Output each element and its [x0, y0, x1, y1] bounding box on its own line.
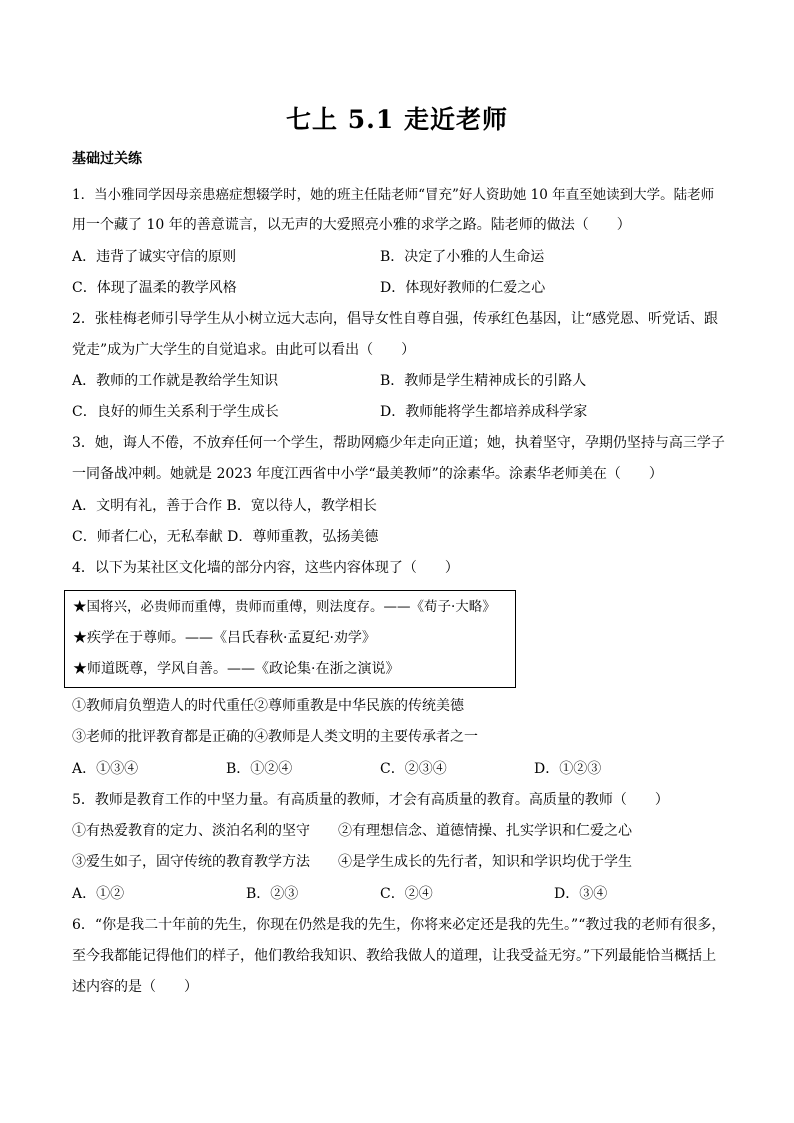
q4-option-c: C．②③④ [380, 761, 447, 777]
page-title: 七上 5.1 走近老师 [286, 105, 508, 134]
q2-option-a: A．教师的工作就是教给学生知识 [72, 373, 279, 389]
section-heading: 基础过关练 [72, 151, 142, 167]
q1-option-d: D．体现好教师的仁爱之心 [380, 280, 546, 296]
q5-statement: ④是学生成长的先行者，知识和学识均优于学生 [338, 854, 632, 870]
q6-stem-line: 至今我都能记得他们的样子，他们教给我知识、教给我做人的道理，让我受益无穷。”下列最能恰当概括上 [72, 948, 717, 964]
q6-stem-line: 述内容的是（ ） [72, 979, 198, 995]
q1-option-a: A．违背了诚实守信的原则 [72, 249, 237, 265]
quote-line: ★疾学在于尊师。——《吕氏春秋·孟夏纪·劝学》 [73, 630, 376, 646]
q3-options-line: A．文明有礼，善于合作 B．宽以待人，教学相长 [72, 498, 377, 514]
q4-option-d: D．①②③ [534, 761, 602, 777]
q4-option-b: B．①②④ [226, 761, 293, 777]
q5-statement: ③爱生如子，固守传统的教育教学方法 [72, 854, 310, 870]
q1-option-b: B．决定了小雅的人生命运 [380, 249, 545, 265]
q5-statement: ②有理想信念、道德情操、扎实学识和仁爱之心 [338, 823, 632, 839]
quote-line: ★国将兴，必贵师而重傅，贵师而重傅，则法度存。——《荀子·大略》 [73, 599, 496, 615]
q2-option-d: D．教师能将学生都培养成科学家 [380, 404, 588, 420]
q4-statement: ③老师的批评教育都是正确的④教师是人类文明的主要传承者之一 [72, 729, 478, 745]
quote-line: ★师道既尊，学风自善。——《政论集·在浙之演说》 [73, 661, 400, 677]
q5-option-b: B．②③ [246, 886, 299, 902]
q5-option-a: A．①② [72, 886, 125, 902]
q2-stem-line: 党走”成为广大学生的自觉追求。由此可以看出（ ） [72, 342, 416, 358]
q5-stem: 5．教师是教育工作的中坚力量。有高质量的教师，才会有高质量的教育。高质量的教师（ ） [72, 792, 669, 808]
q5-option-d: D．③④ [554, 886, 608, 902]
q6-stem-line: 6．“你是我二十年前的先生，你现在仍然是我的先生，你将来必定还是我的先生。”“教过我的老师有很多， [72, 917, 726, 933]
q4-statement: ①教师肩负塑造人的时代重任②尊师重教是中华民族的传统美德 [72, 698, 464, 714]
q2-stem-line: 2．张桂梅老师引导学生从小树立远大志向，倡导女性自尊自强，传承红色基因，让“感党恩、听党话、跟 [72, 311, 719, 327]
q5-statement: ①有热爱教育的定力、淡泊名利的坚守 [72, 823, 310, 839]
q3-stem-line: 一同备战冲刺。她就是 2023 年度江西省中小学“最美教师”的涂素华。涂素华老师美在（ ） [72, 466, 663, 482]
q3-stem-line: 3．她，诲人不倦，不放弃任何一个学生，帮助网瘾少年走向正道；她，执着坚守，孕期仍坚持与高三学子 [72, 435, 725, 451]
q1-stem-line: 1．当小雅同学因母亲患癌症想辍学时，她的班主任陆老师“冒充”好人资助她 10 年直至她读到大学。陆老师 [72, 187, 715, 203]
q1-option-c: C．体现了温柔的教学风格 [72, 280, 237, 296]
q5-option-c: C．②④ [380, 886, 433, 902]
q3-options-line: C．师者仁心，无私奉献 D．尊师重教，弘扬美德 [72, 529, 379, 545]
q2-option-b: B．教师是学生精神成长的引路人 [380, 373, 587, 389]
q4-stem: 4．以下为某社区文化墙的部分内容，这些内容体现了（ ） [72, 560, 459, 576]
quote-box [64, 590, 516, 688]
q1-stem-line: 用一个藏了 10 年的善意谎言，以无声的大爱照亮小雅的求学之路。陆老师的做法（ ） [72, 217, 631, 233]
q4-option-a: A．①③④ [72, 761, 139, 777]
q2-option-c: C．良好的师生关系利于学生成长 [72, 404, 279, 420]
